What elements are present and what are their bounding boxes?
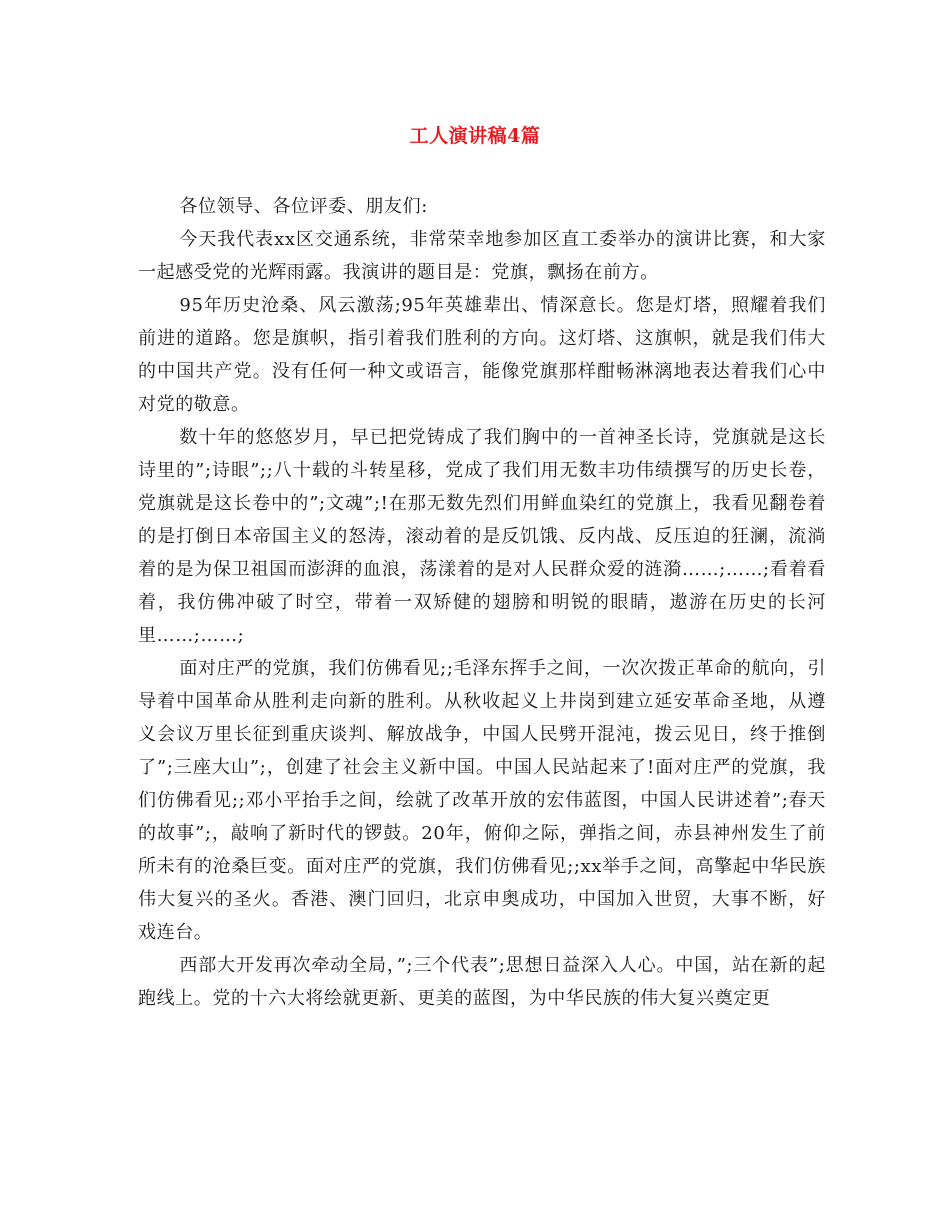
paragraph-flag: 面对庄严的党旗，我们仿佛看见;;毛泽东挥手之间，一次次拨正革命的航向，引导着中国革命从胜利走向新的胜利。从秋收起义上井岗到建立延安革命圣地，从遵义会议万里长征到重庆谈判、解放战争，中国人民劈开混沌，拨云见日，终于推倒了”;三座大山”;，创建了社会主义新中国。中国人民站起来了!面对庄严的党旗，我们仿佛看见;;邓小平抬手之间，绘就了改革开放的宏伟蓝图，中国人民讲述着”;春天的故事”;，敲响了新时代的锣鼓。20年，俯仰之际，弹指之间，赤县神州发生了前所未有的沧桑巨变。面对庄严的党旗，我们仿佛看见;;xx举手之间，高擎起中华民族伟大复兴的圣火。香港、澳门回归，北京申奥成功，中国加入世贸，大事不断，好戏连台。 <box>138 658 826 943</box>
paragraph-intro: 今天我代表xx区交通系统，非常荣幸地参加区直工委举办的演讲比赛，和大家一起感受党的光辉雨露。我演讲的题目是：党旗，飘扬在前方。 <box>138 229 826 283</box>
paragraph-poem: 数十年的悠悠岁月，早已把党铸成了我们胸中的一首神圣长诗，党旗就是这长诗里的”;诗眼”;;八十载的斗转星移，党成了我们用无数丰功伟绩撰写的历史长卷，党旗就是这长卷中的”;文魂”;!在那无数先烈们用鲜血染红的党旗上，我看见翻卷着的是打倒日本帝国主义的怒涛，滚动着的是反饥饿、反内战、反压迫的狂澜，流淌着的是为保卫祖国而澎湃的血浪，荡漾着的是对人民群众爱的涟漪……;……;看着看着，我仿佛冲破了时空，带着一双矫健的翅膀和明锐的眼睛，遨游在历史的长河里……;……; <box>138 427 826 646</box>
paragraph-west: 西部大开发再次牵动全局，”;三个代表”;思想日益深入人心。中国，站在新的起跑线上。党的十六大将绘就更新、更美的蓝图，为中华民族的伟大复兴奠定更 <box>138 955 826 1009</box>
document-body <box>138 190 826 1015</box>
paragraph-greeting: 各位领导、各位评委、朋友们: <box>179 196 428 217</box>
document-title: 工人演讲稿4篇 <box>409 125 541 147</box>
paragraph-history: 95年历史沧桑、风云激荡;95年英雄辈出、情深意长。您是灯塔，照耀着我们前进的道路。您是旗帜，指引着我们胜利的方向。这灯塔、这旗帜，就是我们伟大的中国共产党。没有任何一种文或语言，能像党旗那样酣畅淋漓地表达着我们心中对党的敬意。 <box>138 295 826 415</box>
